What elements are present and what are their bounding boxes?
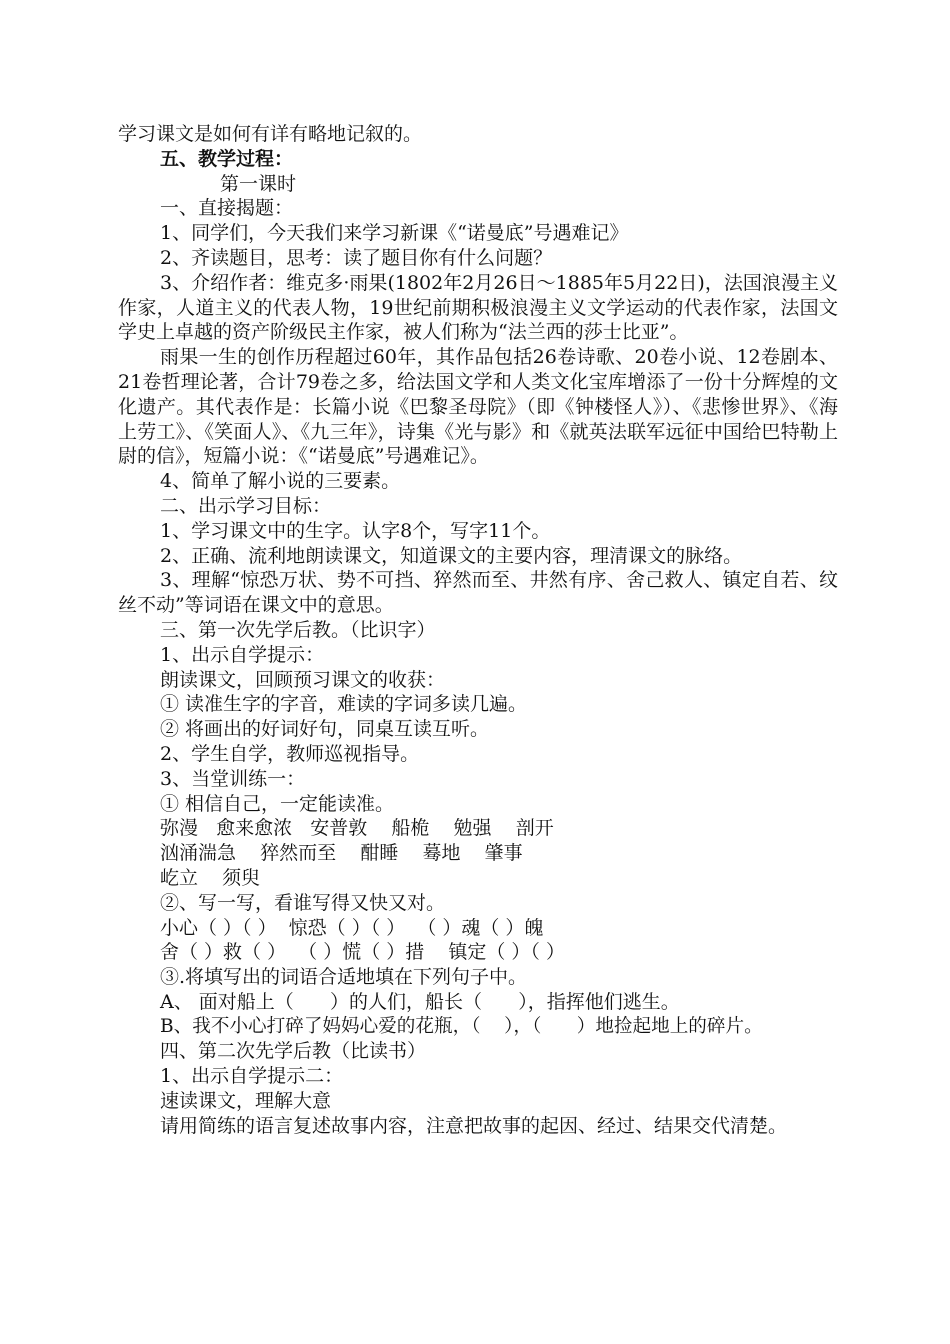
works-paragraph: 雨果一生的创作历程超过60年，其作品包括26卷诗歌、20卷小说、12卷剧本、21卷哲理论著，合计79卷之多，给法国文学和人类文化宝库增添了一份十分辉煌的文化遗产。其代表作是：长篇小说《巴黎圣母院》（即《钟楼怪人》）、《悲惨世界》、《海上劳工》、《笑面人》、《九三年》，诗集《光与影》和《就英法联军远征中国给巴特勒上尉的信》，短篇小说：《“诺曼底”号遇难记》。 (118, 346, 838, 468)
text-line: ③.将填写出的词语合适地填在下列句子中。 (160, 966, 528, 989)
text-line: 2、学生自学，教师巡视指导。 (160, 742, 420, 765)
word-list: 汹涌湍急 猝然而至 酣睡 蓦地 肇事 (160, 842, 523, 865)
text-line: 1、出示自学提示： (160, 643, 325, 666)
subsection-heading: 一、直接揭题： (160, 197, 294, 220)
author-paragraph: 3、介绍作者：维克多·雨果(1802年2月26日～1885年5月22日)，法国浪漫主义作家，人道主义的代表人物，19世纪前期积极浪漫主义文学运动的代表作家，法国文学史上卓越的资产阶级民主作家，被人们称为“法兰西的莎士比亚”。 (118, 271, 838, 344)
text-line: 速读课文，理解大意 (160, 1090, 332, 1113)
text-line: 1、学习课文中的生字。认字8个，写字11个。 (160, 519, 551, 542)
fill-blank-line: 小心（ ）（ ） 惊恐（ ）（ ） （ ）魂（ ）魄 (160, 916, 544, 939)
text-line: ① 相信自己，一定能读准。 (160, 792, 395, 815)
text-paragraph: 请用简练的语言复述故事内容，注意把故事的起因、经过、结果交代清楚。 (160, 1114, 788, 1137)
text-line: ②、写一写，看谁写得又快又对。 (160, 891, 446, 914)
document-body (118, 122, 838, 1139)
fill-blank-line: 舍（ ）救（ ） （ ）慌（ ）措 镇定（ ）（ ） (160, 941, 565, 964)
text-line: 1、同学们，今天我们来学习新课《“诺曼底”号遇难记》 (160, 222, 629, 245)
word-list: 弥漫 愈来愈浓 安普敦 船桅 勉强 剖开 (160, 817, 554, 840)
text-line: 1、出示自学提示二： (160, 1065, 344, 1088)
word-list: 屹立 须臾 (160, 866, 261, 889)
text-line: 2、齐读题目，思考：读了题目你有什么问题？ (160, 246, 553, 269)
text-line: ② 将画出的好词好句，同桌互读互听。 (160, 718, 490, 741)
subsection-heading: 三、第一次先学后教。（比识字） (160, 618, 436, 641)
fill-blank-sentence: A、 面对船上（ ）的人们，船长（ ），指挥他们逃生。 (160, 990, 680, 1013)
text-line: 4、简单了解小说的三要素。 (160, 470, 401, 493)
text-line: 2、正确、流利地朗读课文，知道课文的主要内容，理清课文的脉络。 (160, 544, 743, 567)
subsection-heading: 二、出示学习目标： (160, 494, 332, 517)
text-line: 3、当堂训练一： (160, 767, 306, 790)
fill-blank-sentence: B、我不小心打碎了妈妈心爱的花瓶，（ ），（ ）地捡起地上的碎片。 (160, 1015, 763, 1037)
lesson-title: 第一课时 (220, 172, 297, 195)
text-line: 学习课文是如何有详有略地记叙的。 (118, 123, 423, 145)
text-line: 朗读课文，回顾预习课文的收获： (160, 668, 446, 691)
text-line: ① 读准生字的字音，难读的字词多读几遍。 (160, 693, 528, 716)
subsection-heading: 四、第二次先学后教（比读书） (160, 1040, 427, 1063)
section-heading: 五、教学过程： (160, 147, 294, 170)
text-paragraph: 3、理解“惊恐万状、势不可挡、猝然而至、井然有序、舍己救人、镇定自若、纹丝不动”等词语在课文中的意思。 (118, 569, 838, 617)
